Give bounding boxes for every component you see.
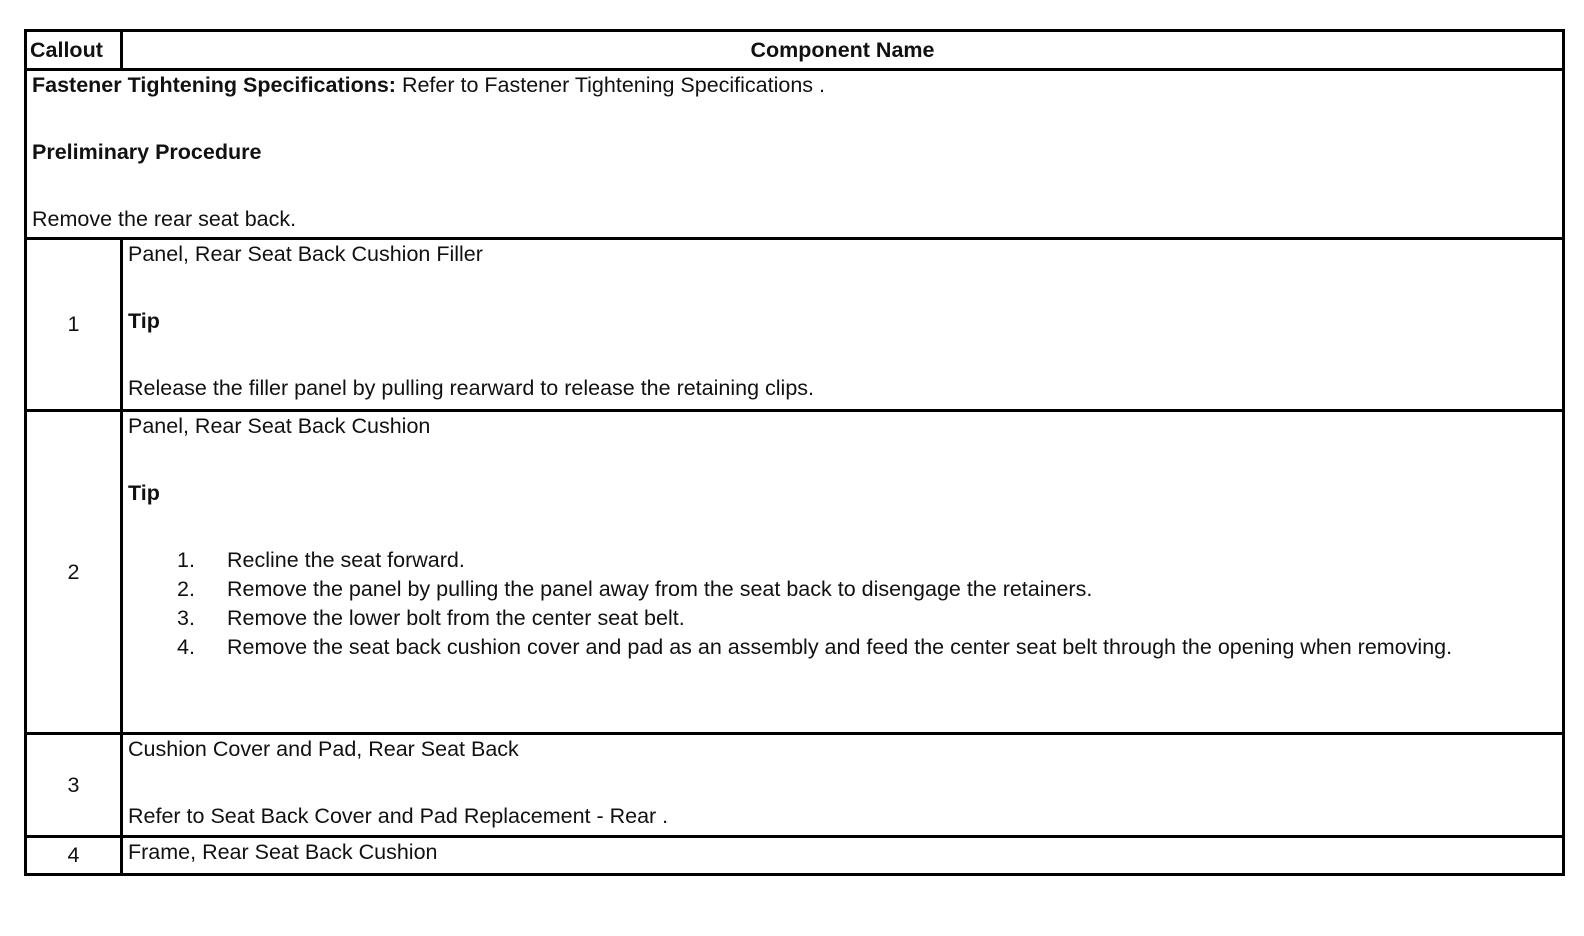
component-name: Frame, Rear Seat Back Cushion	[128, 840, 438, 864]
fastener-spec-line	[32, 71, 1557, 100]
callout-number: 4	[26, 837, 122, 875]
table-row	[26, 837, 1564, 875]
fastener-spec-text: Refer to Fastener Tightening Specifications .	[395, 73, 826, 97]
intro-row	[26, 70, 1564, 239]
component-cell	[122, 411, 1564, 734]
component-name: Cushion Cover and Pad, Rear Seat Back	[128, 737, 519, 761]
callout-number: 2	[26, 411, 122, 734]
component-cell	[122, 734, 1564, 837]
component-name: Panel, Rear Seat Back Cushion Filler	[128, 242, 483, 266]
step-text: Remove the lower bolt from the center seat belt.	[227, 606, 685, 630]
preliminary-procedure-heading: Preliminary Procedure	[32, 140, 262, 164]
table-header-row	[26, 31, 1564, 70]
list-item	[177, 633, 1557, 662]
intro-cell	[26, 70, 1564, 239]
tip-note: Release the filler panel by pulling rearward to release the retaining clips.	[128, 376, 814, 400]
component-cell	[122, 239, 1564, 411]
step-number: 4.	[177, 635, 195, 659]
component-cell	[122, 837, 1564, 875]
step-number: 1.	[177, 548, 195, 572]
fastener-spec-label: Fastener Tightening Specifications:	[32, 73, 396, 97]
component-name: Panel, Rear Seat Back Cushion	[128, 414, 431, 438]
table-row	[26, 411, 1564, 734]
step-text: Remove the seat back cushion cover and pad as an assembly and feed the center seat belt through the opening when removing.	[227, 635, 1453, 659]
component-name-column-header: Component Name	[122, 31, 1564, 70]
component-table	[24, 29, 1565, 876]
callout-number: 3	[26, 734, 122, 837]
preliminary-procedure-text: Remove the rear seat back.	[32, 207, 297, 231]
step-number: 3.	[177, 606, 195, 630]
list-item	[177, 604, 1557, 633]
list-item	[177, 546, 1557, 575]
callout-number: 1	[26, 239, 122, 411]
callout-column-header: Callout	[26, 31, 122, 70]
list-item	[177, 575, 1557, 604]
reference-note: Refer to Seat Back Cover and Pad Replacement - Rear .	[128, 804, 669, 828]
procedure-steps-list	[128, 546, 1557, 662]
table-row	[26, 734, 1564, 837]
tip-label: Tip	[128, 481, 160, 505]
step-number: 2.	[177, 577, 195, 601]
step-text: Remove the panel by pulling the panel away from the seat back to disengage the retainers.	[227, 577, 1093, 601]
table-row	[26, 239, 1564, 411]
step-text: Recline the seat forward.	[227, 548, 465, 572]
tip-label: Tip	[128, 309, 160, 333]
